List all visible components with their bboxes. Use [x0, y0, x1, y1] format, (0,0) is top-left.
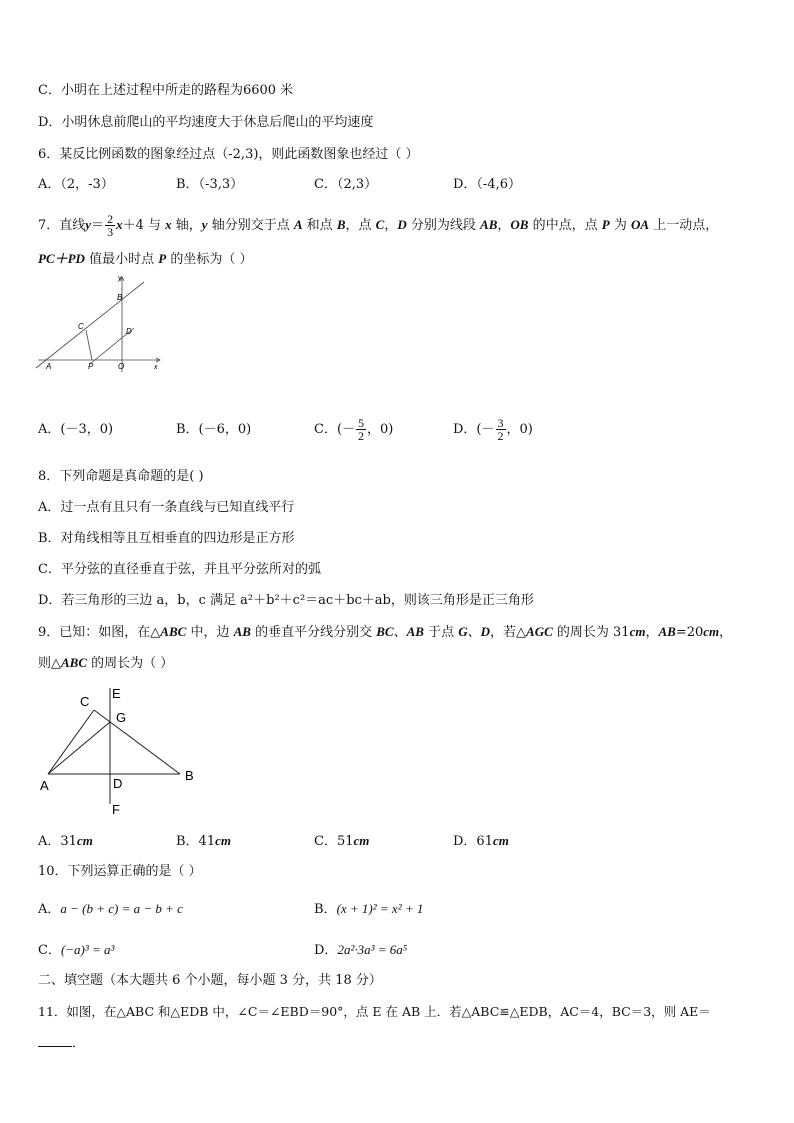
q9-option-c: C．51cm	[314, 833, 370, 849]
q7-option-b: B．(－6，0)	[176, 422, 252, 437]
q6-option-a: A．（2，-3）	[38, 177, 114, 192]
label-d: D	[126, 327, 132, 336]
label-a: A	[46, 362, 52, 371]
q7-option-a: A．(－3，0)	[38, 422, 114, 437]
q8-stem: 8．下列命题是真命题的是( )	[38, 469, 204, 484]
q9-option-d: D．61cm	[453, 833, 509, 849]
q11-stem: 11．如图，在△ABC 和△EDB 中，∠C＝∠EBD＝90°，点 E 在 AB 上．若△ABC≌△EDB，AC＝4，BC＝3，则 AE＝	[38, 1004, 711, 1019]
label-b: B	[185, 768, 194, 783]
segment-ag	[48, 722, 110, 774]
label-g: G	[116, 710, 127, 725]
q6-option-b: B．（-3,3）	[176, 177, 244, 192]
label-b: B	[117, 293, 123, 302]
q10-option-d: D．2a²·3a³ = 6a⁵	[314, 942, 408, 958]
q11-answer-blank[interactable]: ．	[38, 1034, 85, 1053]
q10-stem: 10．下列运算正确的是（ ）	[38, 864, 202, 879]
line-ab	[36, 282, 144, 368]
segment-cp	[86, 330, 92, 360]
q9-option-b: B．41cm	[176, 833, 231, 849]
q8-option-b: B．对角线相等且互相垂直的四边形是正方形	[38, 531, 295, 546]
label-e: E	[112, 686, 121, 701]
q5-option-c: C．小明在上述过程中所走的路程为6600 米	[38, 83, 294, 98]
q9-stem-line1: 9．已知：如图，在△ABC 中，边 AB 的垂直平分线分别交 BC、AB 于点 G、D，若△AGC 的周长为 31cm，AB=20cm，	[38, 624, 733, 640]
q7-figure	[34, 272, 164, 374]
label-o: O	[118, 362, 125, 371]
label-c: C	[78, 322, 84, 331]
q6-option-d: D．（-4,6）	[453, 177, 521, 192]
q9-option-a: A．31cm	[38, 833, 93, 849]
label-y: y	[118, 275, 122, 282]
q7-option-c: C．(－ $\frac{5}{2}$ ，0)	[314, 416, 394, 443]
q9-stem-line2: 则△ABC 的周长为（ ）	[38, 655, 174, 671]
fraction-two-thirds: $\frac{2}{3}$	[107, 212, 114, 239]
q10-option-b: B．(x + 1)² = x² + 1	[314, 901, 424, 917]
segment-ac	[48, 710, 94, 774]
label-f: F	[112, 802, 120, 817]
q7-stem-line1: 7．直线y＝ $\frac{2}{3}$ x＋4 与 x 轴，y 轴分别交于点 A 和点 B，点 C，D 分别为线段 AB，OB 的中点，点 P 为 OA 上一动点，	[38, 212, 719, 239]
segment-cb	[94, 710, 180, 774]
label-x: x	[154, 364, 158, 371]
q8-option-c: C．平分弦的直径垂直于弦，并且平分弦所对的弧	[38, 562, 321, 577]
section-2-header: 二、填空题（本大题共 6 个小题，每小题 3 分，共 18 分）	[38, 973, 382, 988]
label-a: A	[40, 778, 49, 793]
label-d: D	[113, 776, 123, 791]
q6-stem: 6．某反比例函数的图象经过点（-2,3)，则此函数图象也经过（ ）	[38, 147, 419, 162]
q5-option-d: D．小明休息前爬山的平均速度大于休息后爬山的平均速度	[38, 115, 374, 130]
q8-option-d: D．若三角形的三边 a，b，c 满足 a²＋b²＋c²＝ac＋bc＋ab，则该三角形是正三角形	[38, 593, 534, 608]
q10-option-a: A．a − (b + c) = a − b + c	[38, 901, 183, 917]
q8-option-a: A．过一点有且只有一条直线与已知直线平行	[38, 500, 295, 515]
q9-figure	[36, 684, 206, 818]
label-c: C	[80, 694, 90, 709]
label-p: P	[88, 362, 94, 371]
q7-stem-line2: PC＋PD 值最小时点 P 的坐标为（ ）	[38, 251, 253, 267]
q7-option-d: D．(－ $\frac{3}{2}$ ，0)	[453, 416, 533, 443]
q6-option-c: C．（2,3）	[314, 177, 378, 192]
q10-option-c: C．(−a)³ = a³	[38, 942, 115, 958]
